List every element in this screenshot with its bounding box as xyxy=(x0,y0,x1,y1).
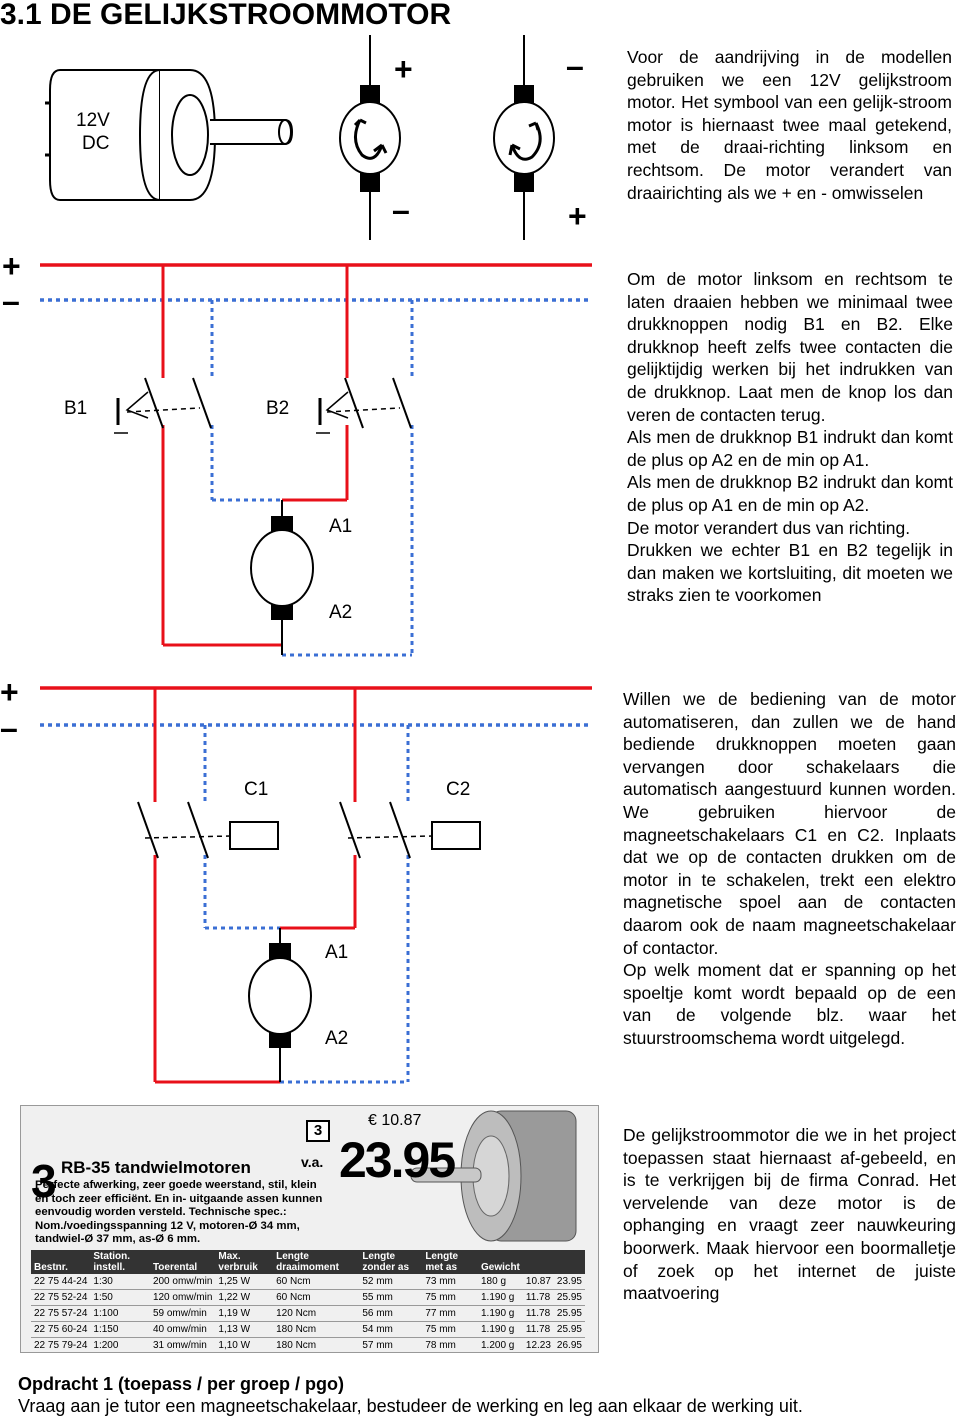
table-row xyxy=(31,1274,585,1290)
label-c2: C2 xyxy=(446,779,471,800)
para2-line-4: De motor verandert dus van richting. xyxy=(627,517,911,538)
ad-price: 23.95 xyxy=(339,1132,455,1188)
contactor-circuit xyxy=(0,670,600,1080)
table-cell: 31 omw/min xyxy=(150,1338,215,1354)
table-cell: 180 g xyxy=(478,1274,523,1290)
table-cell: 180 Ncm xyxy=(273,1338,359,1354)
para2-line-3: Als men de drukknop B2 indrukt dan komt de plus op A1 en de min op A2. xyxy=(627,472,953,515)
label-b1: B1 xyxy=(64,398,88,419)
ad-va: v.a. xyxy=(301,1154,324,1170)
symbol-right-bottom-sign: + xyxy=(568,198,587,234)
table-cell: 200 omw/min xyxy=(150,1274,215,1290)
motor-type-label: DC xyxy=(82,133,110,154)
label-a2: A2 xyxy=(329,602,353,623)
para3-line-1: Willen we de bediening van de motor automatiseren, dan zullen we de hand bediende drukknoppen moeten gaan vervangen door schakelaars die automatisch aangestuurd kunnen worden. We gebruiken hiervoor de magneetschakelaars C1 en C2. Inplaats dat we op de contacten drukken om de motor in te schakelen, trekt een elektro magnetische spoel aan de contacten daarom ook de naam magneetschakelaar of contactor. xyxy=(623,689,956,958)
ad-col-header: Station. instell. xyxy=(90,1250,150,1274)
page-title: 3.1 DE GELIJKSTROOMMOTOR xyxy=(0,0,452,31)
para3-line-2: Op welk moment dat er spanning op het spoeltje komt wordt bepaald op de een van de volgende blz. waar het stuurstroomschema wordt uitgelegd. xyxy=(623,960,956,1048)
ad-col-header xyxy=(523,1250,554,1274)
table-cell: 1,13 W xyxy=(215,1322,273,1338)
ad-col-header: Lengte zonder as xyxy=(359,1250,422,1274)
ad-number: 3 xyxy=(31,1155,57,1207)
circuit1-plus-sign: + xyxy=(2,248,21,284)
motor-symbol-right xyxy=(484,35,564,240)
table-cell: 1.200 g xyxy=(478,1338,523,1354)
table-cell: 120 Ncm xyxy=(273,1306,359,1322)
circuit1-minus-sign: – xyxy=(2,283,20,319)
ad-col-header: Toerental xyxy=(150,1250,215,1274)
table-cell: 60 Ncm xyxy=(273,1290,359,1306)
table-cell: 22 75 57-24 xyxy=(31,1306,90,1322)
table-cell: 1,10 W xyxy=(215,1338,273,1354)
table-cell: 56 mm xyxy=(359,1306,422,1322)
table-cell: 1,25 W xyxy=(215,1274,273,1290)
table-cell: 1.190 g xyxy=(478,1306,523,1322)
circuit2-minus-sign: – xyxy=(0,710,18,746)
conrad-advertisement xyxy=(20,1105,599,1353)
table-row xyxy=(31,1290,585,1306)
symbol-left-bottom-sign: – xyxy=(392,192,410,228)
label-a1-2: A1 xyxy=(325,942,349,963)
pushbutton-circuit xyxy=(0,250,600,660)
ad-col-header xyxy=(554,1250,585,1274)
table-cell: 60 Ncm xyxy=(273,1274,359,1290)
label-b2: B2 xyxy=(266,398,290,419)
table-cell: 54 mm xyxy=(359,1322,422,1338)
intro-paragraph: Voor de aandrijving in de modellen gebruiken we een 12V gelijkstroom motor. Het symbool van een gelijk-stroom motor is hiernaast twee maal getekend, met de draai-richting linksom en rechtsom. De motor verandert van draairichting als we + en - omwisselen xyxy=(627,47,952,203)
table-cell: 78 mm xyxy=(422,1338,478,1354)
circuit2-plus-sign: + xyxy=(0,674,19,710)
motor-voltage-label: 12V xyxy=(76,110,110,131)
table-cell: 73 mm xyxy=(422,1274,478,1290)
para2-line-1: Om de motor linksom en rechtsom te laten draaien hebben we minimaal twee drukknoppen nodig B1 en B2. Elke drukknop heeft zelfs twee contacten die gelijktijdig werken bij het indrukken van de drukknop. Laat men de knop los dan veren de contacten terug. xyxy=(627,269,953,425)
label-c1: C1 xyxy=(244,779,269,800)
assignment-title: Opdracht 1 (toepass / per groep / pgo) xyxy=(18,1374,345,1394)
ad-col-header: Lengte draaimoment xyxy=(273,1250,359,1274)
table-cell: 22 75 44-24 xyxy=(31,1274,90,1290)
table-cell: 1:200 xyxy=(90,1338,150,1354)
table-cell: 11.78 xyxy=(523,1322,554,1338)
table-row xyxy=(31,1306,585,1322)
conrad-paragraph: De gelijkstroommotor die we in het project toepassen staat hiernaast af-gebeeld, en is te verkrijgen bij de firma Conrad. Het vervelende van deze motor is de ophanging en vraagt zeer nauwkeuring boorwerk. Maak hiervoor een boormalletje of zoek op het internet de juiste maatvoering xyxy=(623,1125,956,1304)
para2-line-5: Drukken we echter B1 en B2 tegelijk in dan maken we kortsluiting, dit moeten we straks zien te voorkomen xyxy=(627,540,953,606)
ad-heading: RB-35 tandwielmotoren xyxy=(61,1158,251,1177)
symbol-right-top-sign: – xyxy=(566,48,584,84)
table-cell: 25.95 xyxy=(554,1306,585,1322)
table-cell: 22 75 52-24 xyxy=(31,1290,90,1306)
table-cell: 1.190 g xyxy=(478,1322,523,1338)
table-row xyxy=(31,1322,585,1338)
table-cell: 57 mm xyxy=(359,1338,422,1354)
table-cell: 77 mm xyxy=(422,1306,478,1322)
ad-col-header: Gewicht xyxy=(478,1250,523,1274)
ad-description: Perfecte afwerking, zeer goede weerstand, stil, klein en toch zeer efficiënt. En in- uitgaande assen kunnen eenvoudig worden versteld. Technische spec.: Nom./voedingsspanning 12 V, motoren-Ø 34 mm, tandwiel-Ø 37 mm, as-Ø 6 mm. xyxy=(35,1179,323,1245)
table-cell: 75 mm xyxy=(422,1290,478,1306)
table-cell: 1:30 xyxy=(90,1274,150,1290)
table-cell: 1,19 W xyxy=(215,1306,273,1322)
label-a1: A1 xyxy=(329,516,353,537)
table-cell: 1:50 xyxy=(90,1290,150,1306)
table-cell: 23.95 xyxy=(554,1274,585,1290)
ad-old-price: € 10.87 xyxy=(368,1112,422,1129)
para2-line-2: Als men de drukknop B1 indrukt dan komt de plus op A2 en de min op A1. xyxy=(627,427,953,470)
pushbutton-paragraph xyxy=(627,268,953,607)
ad-col-header: Bestnr. xyxy=(31,1250,90,1274)
table-cell: 1,22 W xyxy=(215,1290,273,1306)
table-cell: 25.95 xyxy=(554,1322,585,1338)
table-row xyxy=(31,1338,585,1354)
ad-table-header xyxy=(31,1250,585,1274)
table-cell: 1:100 xyxy=(90,1306,150,1322)
ad-tag: 3 xyxy=(306,1120,330,1142)
table-cell: 55 mm xyxy=(359,1290,422,1306)
symbol-left-top-sign: + xyxy=(394,51,413,87)
ad-spec-table xyxy=(31,1250,585,1353)
table-cell: 26.95 xyxy=(554,1338,585,1354)
label-a2-2: A2 xyxy=(325,1028,349,1049)
table-cell: 120 omw/min xyxy=(150,1290,215,1306)
assignment-text: Vraag aan je tutor een magneetschakelaar, bestudeer de werking en leg aan elkaar de werking uit. xyxy=(18,1396,803,1416)
table-cell: 25.95 xyxy=(554,1290,585,1306)
table-cell: 22 75 60-24 xyxy=(31,1322,90,1338)
table-cell: 75 mm xyxy=(422,1322,478,1338)
table-cell: 11.78 xyxy=(523,1306,554,1322)
table-cell: 22 75 79-24 xyxy=(31,1338,90,1354)
table-cell: 1.190 g xyxy=(478,1290,523,1306)
table-cell: 1:150 xyxy=(90,1322,150,1338)
table-cell: 59 omw/min xyxy=(150,1306,215,1322)
ad-col-header: Lengte met as xyxy=(422,1250,478,1274)
table-cell: 52 mm xyxy=(359,1274,422,1290)
table-cell: 180 Ncm xyxy=(273,1322,359,1338)
contactor-paragraph xyxy=(623,688,956,1050)
ad-col-header: Max. verbruik xyxy=(215,1250,273,1274)
table-cell: 12.23 xyxy=(523,1338,554,1354)
table-cell: 40 omw/min xyxy=(150,1322,215,1338)
table-cell: 10.87 xyxy=(523,1274,554,1290)
table-cell: 11.78 xyxy=(523,1290,554,1306)
